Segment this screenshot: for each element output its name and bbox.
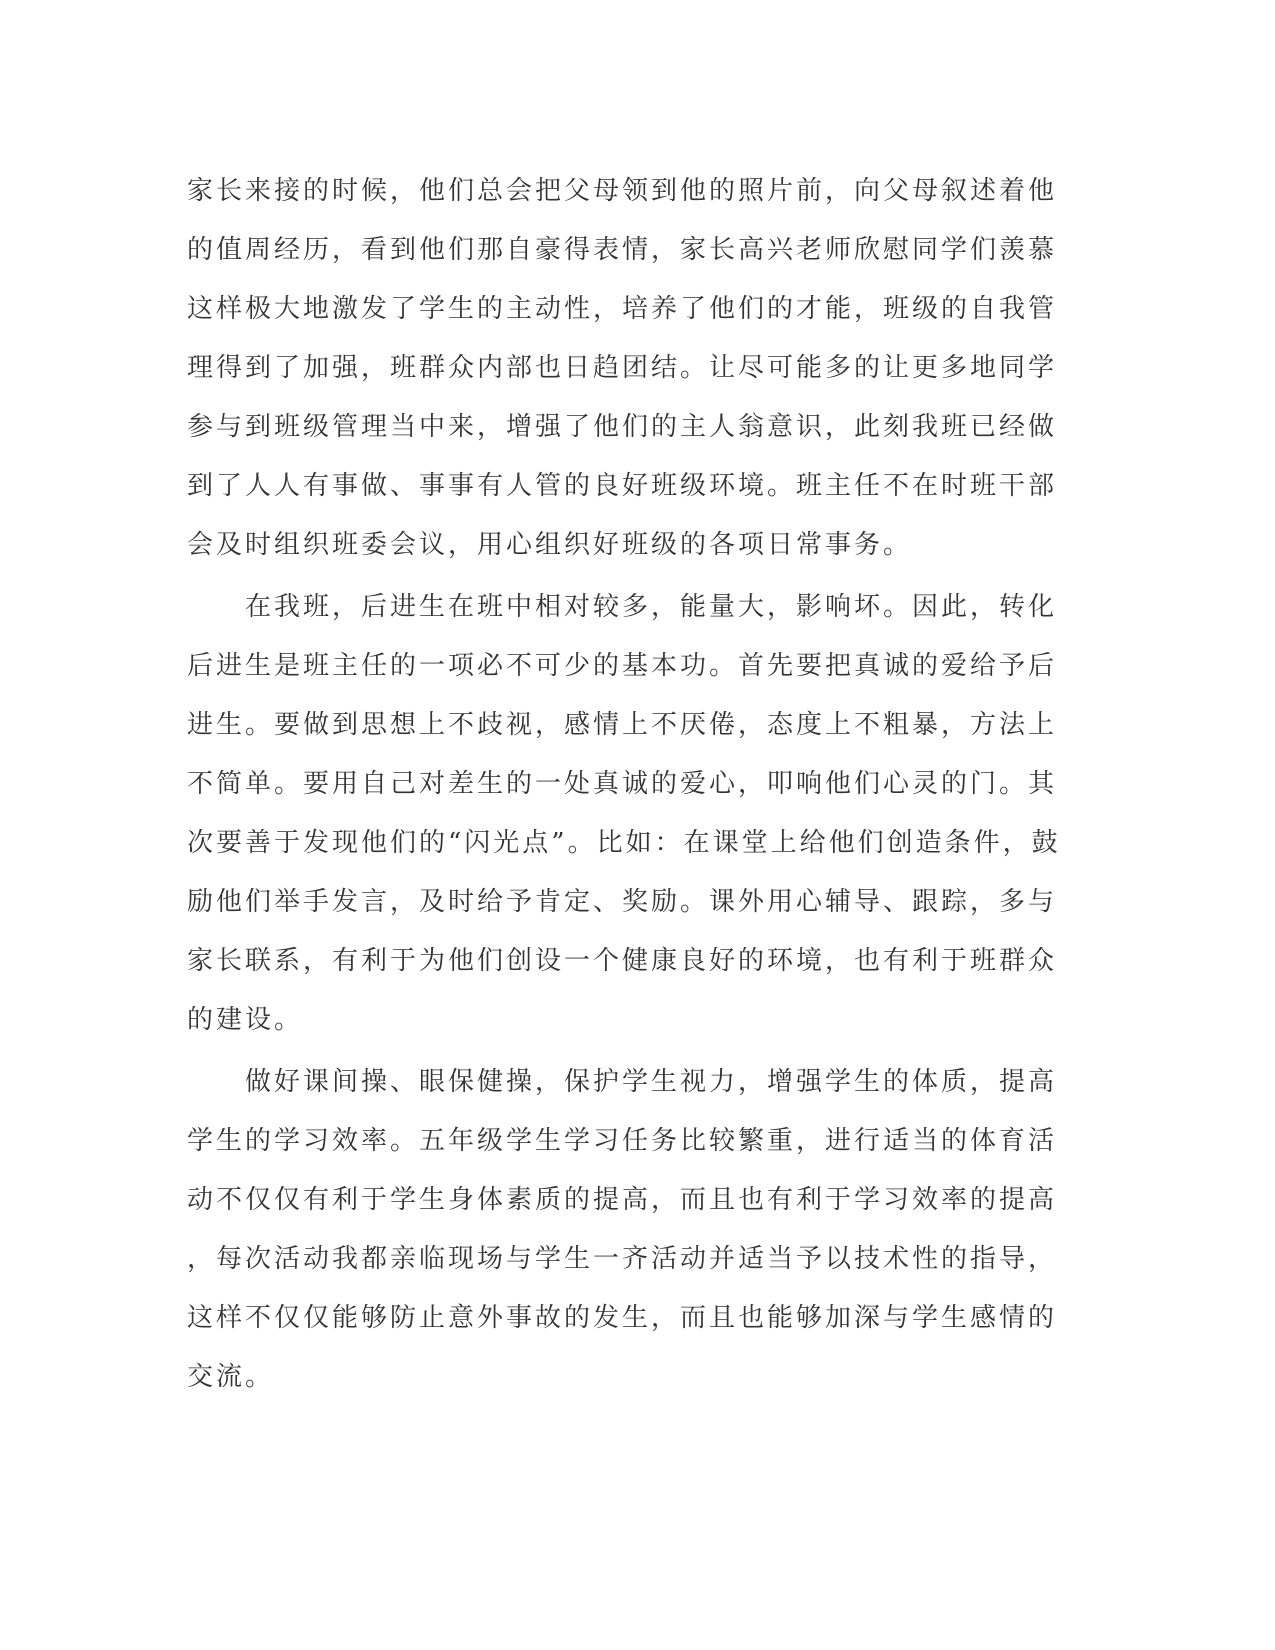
- text-line: 后进生是班主任的一项必不可少的基本功。首先要把真诚的爱给予后: [187, 651, 1058, 681]
- text-line: 会及时组织班委会议，用心组织好班级的各项日常事务。: [187, 530, 913, 560]
- text-line: 不简单。要用自己对差生的一处真诚的爱心，叩响他们心灵的门。其: [187, 769, 1058, 799]
- text-line: 进生。要做到思想上不歧视，感情上不厌倦，态度上不粗暴，方法上: [187, 710, 1058, 740]
- text-line: 的建设。: [187, 1005, 304, 1035]
- text-line: 做好课间操、眼保健操，保护学生视力，增强学生的体质，提高: [187, 1067, 1058, 1097]
- text-line: 励他们举手发言，及时给予肯定、奖励。课外用心辅导、跟踪，多与: [187, 887, 1058, 917]
- text-line: 动不仅仅有利于学生身体素质的提高，而且也有利于学习效率的提高: [187, 1185, 1058, 1215]
- text-line: 的值周经历，看到他们那自豪得表情，家长高兴老师欣慰同学们羡慕: [187, 235, 1058, 265]
- text-line: 家长来接的时候，他们总会把父母领到他的照片前，向父母叙述着他: [187, 176, 1058, 206]
- text-line: 家长联系，有利于为他们创设一个健康良好的环境，也有利于班群众: [187, 946, 1058, 976]
- text-line: 次要善于发现他们的“闪光点”。比如：在课堂上给他们创造条件，鼓: [187, 828, 1061, 858]
- text-line: 这样不仅仅能够防止意外事故的发生，而且也能够加深与学生感情的: [187, 1303, 1058, 1333]
- text-line: 交流。: [187, 1362, 275, 1392]
- text-line: 到了人人有事做、事事有人管的良好班级环境。班主任不在时班干部: [187, 471, 1058, 501]
- paragraph: [187, 162, 1067, 575]
- text-line: 这样极大地激发了学生的主动性，培养了他们的才能，班级的自我管: [187, 294, 1058, 324]
- text-line: 参与到班级管理当中来，增强了他们的主人翁意识，此刻我班已经做: [187, 412, 1058, 442]
- text-line: ，每次活动我都亲临现场与学生一齐活动并适当予以技术性的指导，: [187, 1244, 1058, 1274]
- paragraph: [187, 1053, 1067, 1407]
- text-line: 学生的学习效率。五年级学生学习任务比较繁重，进行适当的体育活: [187, 1126, 1058, 1156]
- text-line: 在我班，后进生在班中相对较多，能量大，影响坏。因此，转化: [187, 592, 1058, 622]
- paragraph: [187, 578, 1067, 1050]
- text-line: 理得到了加强，班群众内部也日趋团结。让尽可能多的让更多地同学: [187, 353, 1058, 383]
- document-body: [187, 162, 1067, 1407]
